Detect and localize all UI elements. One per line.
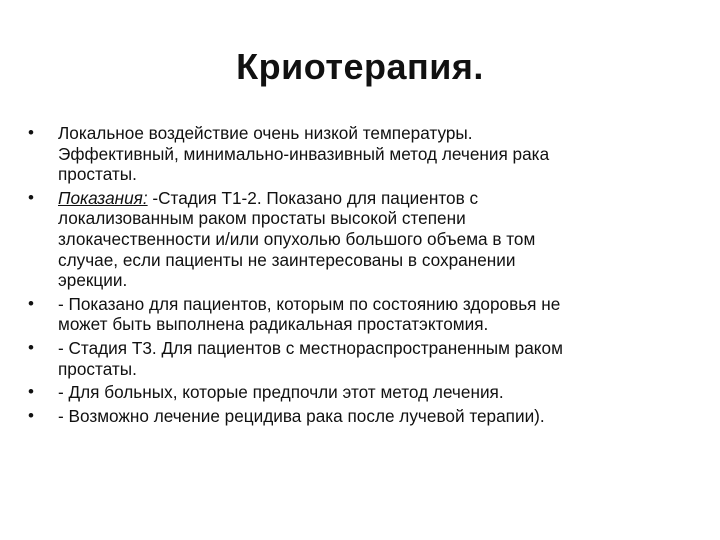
bullet-dot-icon: •	[28, 405, 34, 425]
bullet-line	[58, 188, 688, 209]
bullet-line: - Стадия Т3. Для пациентов с местнораспространенным раком	[58, 337, 563, 358]
bullet-dot-icon: •	[28, 337, 34, 357]
bullet-line: эрекции.	[58, 270, 128, 291]
bullet-item-3	[28, 294, 688, 335]
slide-content	[28, 123, 688, 429]
bullet-line: злокачественности и/или опухолью большого объема в том	[58, 228, 536, 249]
bullet-line: - Для больных, которые предпочли этот метод лечения.	[58, 382, 504, 403]
indications-text: -Стадия Т1-2. Показано для пациентов с	[147, 187, 479, 208]
bullet-item-4	[28, 338, 688, 379]
bullet-line: случае, если пациенты не заинтересованы в сохранении	[58, 249, 516, 270]
bullet-line: Локальное воздействие очень низкой температуры.	[58, 123, 473, 143]
slide-title: Криотерапия.	[236, 46, 484, 87]
bullet-item-5	[28, 382, 688, 403]
bullet-line: Эффективный, минимально-инвазивный метод лечения рака	[58, 143, 550, 164]
bullet-line: локализованным раком простаты высокой степени	[58, 208, 466, 229]
bullet-line: - Возможно лечение рецидива рака после лучевой терапии).	[58, 405, 545, 426]
bullet-line: простаты.	[58, 164, 137, 185]
bullet-dot-icon: •	[28, 293, 34, 313]
bullet-dot-icon: •	[28, 123, 34, 142]
bullet-dot-icon: •	[28, 382, 34, 402]
indications-label: Показания:	[58, 187, 148, 208]
bullet-line: может быть выполнена радикальная простатэктомия.	[58, 314, 489, 335]
bullet-list	[28, 123, 688, 426]
bullet-item-2	[28, 188, 688, 291]
bullet-item-6	[28, 406, 688, 427]
bullet-item-1	[28, 123, 688, 185]
bullet-dot-icon: •	[28, 187, 34, 207]
bullet-line: - Показано для пациентов, которым по состоянию здоровья не	[58, 293, 561, 314]
bullet-line: простаты.	[58, 358, 137, 379]
